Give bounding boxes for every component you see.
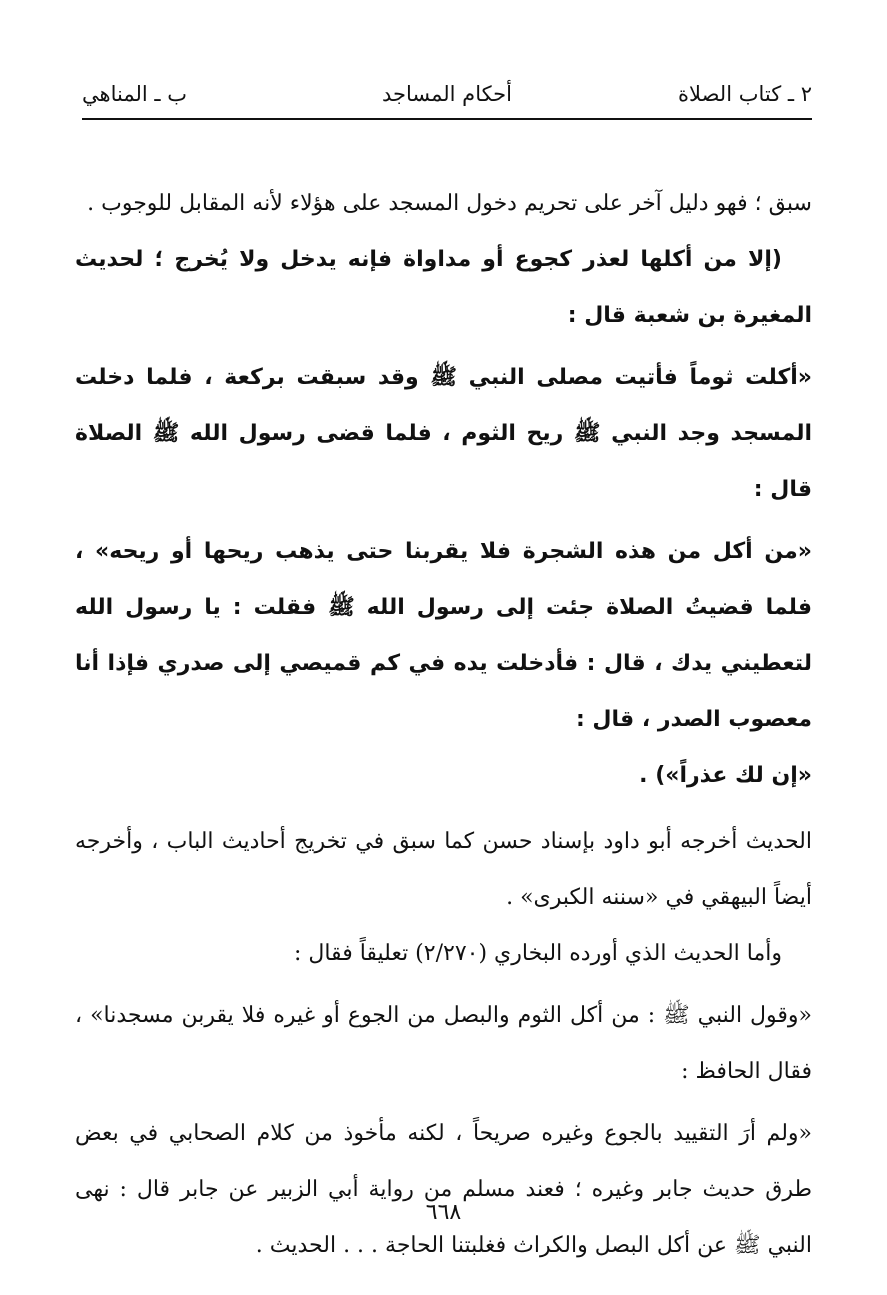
page-body: [75, 176, 812, 1274]
header-section: ب ـ المناهي: [82, 82, 187, 106]
paragraph-6: الحديث أخرجه أبو داود بإسناد حسن كما سبق في تخريج أحاديث الباب ، وأخرجه أيضاً البيهقي في «سننه الكبرى» .: [75, 829, 812, 910]
paragraph-4: «من أكل من هذه الشجرة فلا يقربنا حتى يذهب ريحها أو ريحه» ، فلما قضيتُ الصلاة جئت إلى رسول الله ﷺ فقلت : يا رسول الله لتعطيني يدك ، قال : فأدخلت يده في كم قميصي إلى صدري فإذا أنا معصوب الصدر ، قال :: [75, 539, 812, 732]
paragraph-5: «إن لك عذراً») .: [639, 763, 812, 788]
page-number: ٦٦٨: [425, 1200, 462, 1225]
header-title: أحكام المساجد: [382, 82, 512, 106]
header-chapter: ٢ ـ كتاب الصلاة: [678, 82, 812, 106]
paragraph-8: «وقول النبي ﷺ : من أكل الثوم والبصل من الجوع أو غيره فلا يقربن مسجدنا» ، فقال الحافظ :: [75, 1003, 812, 1084]
paragraph-3: «أكلت ثوماً فأتيت مصلى النبي ﷺ وقد سبقت بركعة ، فلما دخلت المسجد وجد النبي ﷺ ريح الثوم ، فلما قضى رسول الله ﷺ الصلاة قال :: [75, 365, 812, 502]
paragraph-2: (إلا من أكلها لعذر كجوع أو مداواة فإنه يدخل ولا يُخرج ؛ لحديث المغيرة بن شعبة قال :: [75, 247, 812, 328]
paragraph-9: «ولم أرَ التقييد بالجوع وغيره صريحاً ، لكنه مأخوذ من كلام الصحابي في بعض طرق حديث جابر وغيره ؛ فعند مسلم من رواية أبي الزبير عن جابر قال : نهى النبي ﷺ عن أكل البصل والكراث فغلبتنا الحاجة . . . الحديث .: [75, 1121, 812, 1258]
running-header: [82, 76, 812, 116]
header-divider: [82, 118, 812, 120]
paragraph-1: سبق ؛ فهو دليل آخر على تحريم دخول المسجد على هؤلاء لأنه المقابل للوجوب .: [87, 191, 812, 216]
paragraph-7: وأما الحديث الذي أورده البخاري (٢/٢٧٠) تعليقاً فقال :: [293, 941, 782, 966]
